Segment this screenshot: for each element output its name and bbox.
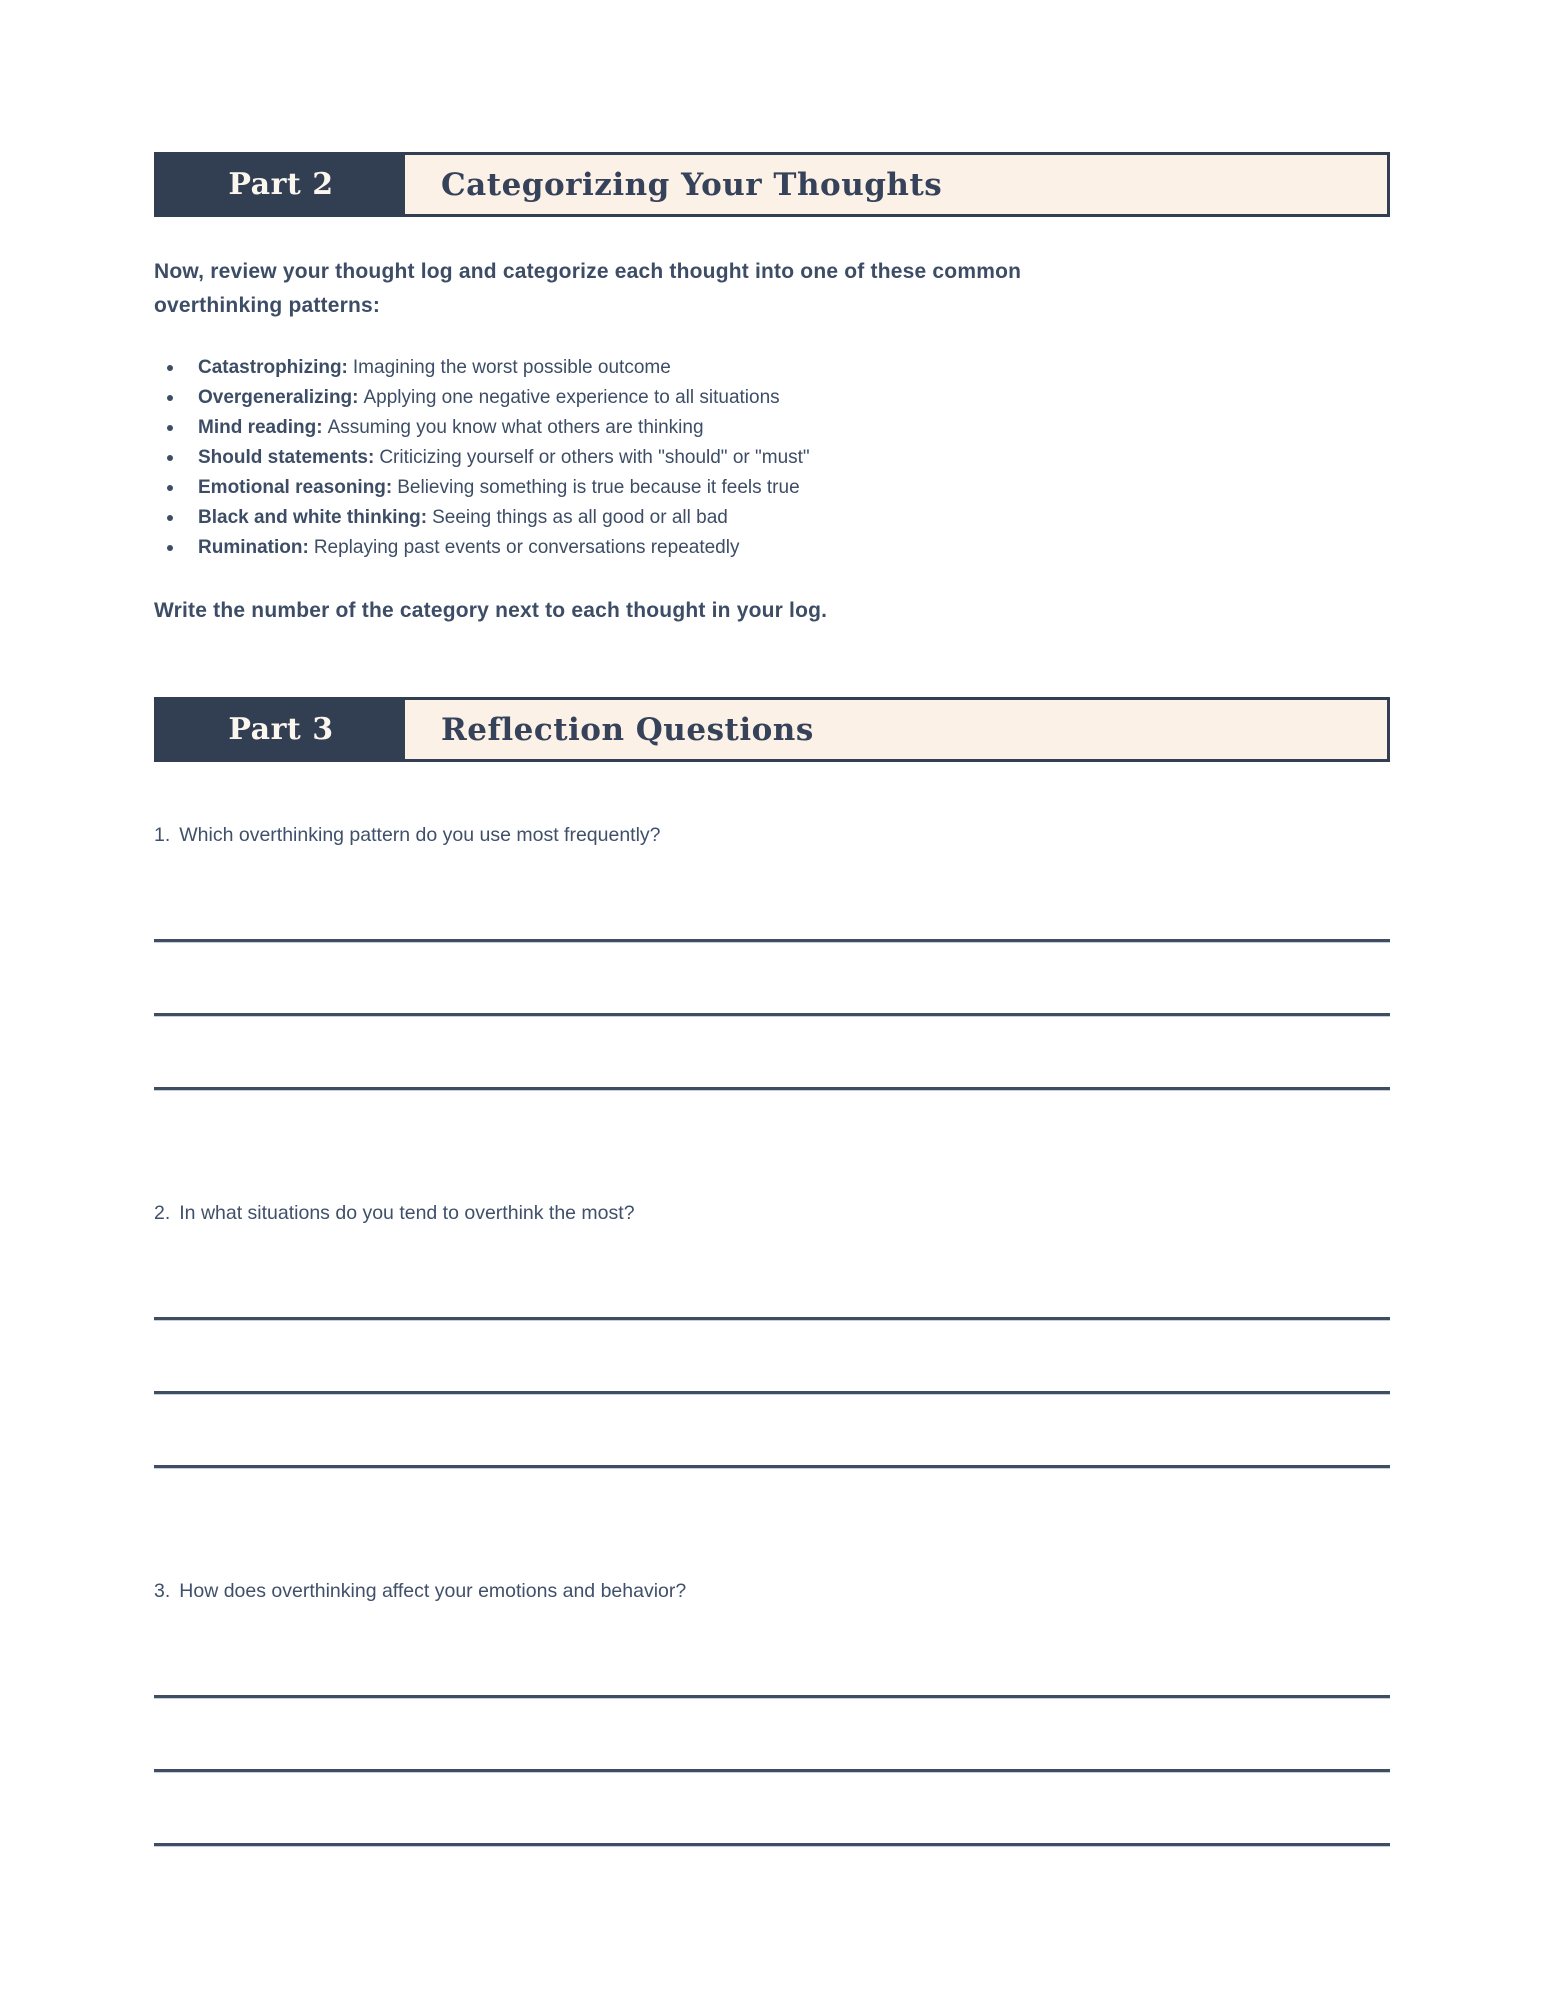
- bullet-icon: [167, 395, 173, 401]
- question-number: 2.: [154, 1202, 171, 1224]
- question-text: How does overthinking affect your emotions and behavior?: [179, 1580, 687, 1602]
- bullet-icon: [167, 425, 173, 431]
- answer-line: [154, 1391, 1390, 1394]
- pattern-item-should-statements: [154, 443, 1390, 473]
- question-number: 3.: [154, 1580, 171, 1602]
- pattern-item-overgeneralizing: [154, 383, 1390, 413]
- intro-line-1: Now, review your thought log and categorize each thought into one of these common: [154, 260, 1022, 283]
- part2-title: Categorizing Your Thoughts: [441, 166, 943, 203]
- pattern-item-mind-reading: [154, 413, 1390, 443]
- question-text: In what situations do you tend to overthink the most?: [179, 1202, 635, 1224]
- pattern-term: Rumination:: [198, 537, 309, 558]
- pattern-item-black-and-white: [154, 503, 1390, 533]
- intro-paragraph: [154, 255, 1390, 323]
- pattern-term: Mind reading:: [198, 417, 323, 438]
- answer-line: [154, 1465, 1390, 1468]
- part2-label: Part 2: [157, 155, 405, 214]
- pattern-description: Believing something is true because it feels true: [397, 477, 800, 498]
- bullet-icon: [167, 485, 173, 491]
- answer-line: [154, 1087, 1390, 1090]
- part3-section-header: [154, 697, 1390, 762]
- pattern-item-rumination: [154, 533, 1390, 563]
- bullet-icon: [167, 365, 173, 371]
- part2-section-header: [154, 152, 1390, 217]
- pattern-item-catastrophizing: [154, 353, 1390, 383]
- question-3: [154, 1580, 1390, 1603]
- patterns-list: [154, 353, 1390, 563]
- intro-line-2: overthinking patterns:: [154, 294, 381, 317]
- pattern-term: Emotional reasoning:: [198, 477, 393, 498]
- answer-line: [154, 1843, 1390, 1846]
- answer-line: [154, 1695, 1390, 1698]
- part3-title: Reflection Questions: [441, 711, 814, 748]
- instruction-text: Write the number of the category next to each thought in your log.: [154, 599, 828, 622]
- pattern-description: Applying one negative experience to all situations: [363, 387, 780, 408]
- question-block-3: [154, 1580, 1390, 1846]
- answer-line: [154, 1013, 1390, 1016]
- pattern-description: Replaying past events or conversations repeatedly: [313, 537, 740, 558]
- bullet-icon: [167, 515, 173, 521]
- page-content: [154, 0, 1390, 1846]
- pattern-description: Assuming you know what others are thinking: [327, 417, 704, 438]
- question-1: [154, 824, 1390, 847]
- question-text: Which overthinking pattern do you use most frequently?: [179, 824, 661, 846]
- answer-line: [154, 939, 1390, 942]
- pattern-term: Overgeneralizing:: [198, 387, 359, 408]
- part3-label: Part 3: [157, 700, 405, 759]
- answer-line: [154, 1769, 1390, 1772]
- question-2: [154, 1202, 1390, 1225]
- question-block-1: [154, 824, 1390, 1090]
- pattern-description: Imagining the worst possible outcome: [352, 357, 671, 378]
- question-block-2: [154, 1202, 1390, 1468]
- bullet-icon: [167, 455, 173, 461]
- pattern-description: Seeing things as all good or all bad: [432, 507, 728, 528]
- pattern-term: Catastrophizing:: [198, 357, 348, 378]
- answer-line: [154, 1317, 1390, 1320]
- pattern-term: Black and white thinking:: [198, 507, 428, 528]
- bullet-icon: [167, 545, 173, 551]
- pattern-term: Should statements:: [198, 447, 375, 468]
- pattern-item-emotional-reasoning: [154, 473, 1390, 503]
- question-number: 1.: [154, 824, 171, 846]
- pattern-description: Criticizing yourself or others with "should" or "must": [379, 447, 810, 468]
